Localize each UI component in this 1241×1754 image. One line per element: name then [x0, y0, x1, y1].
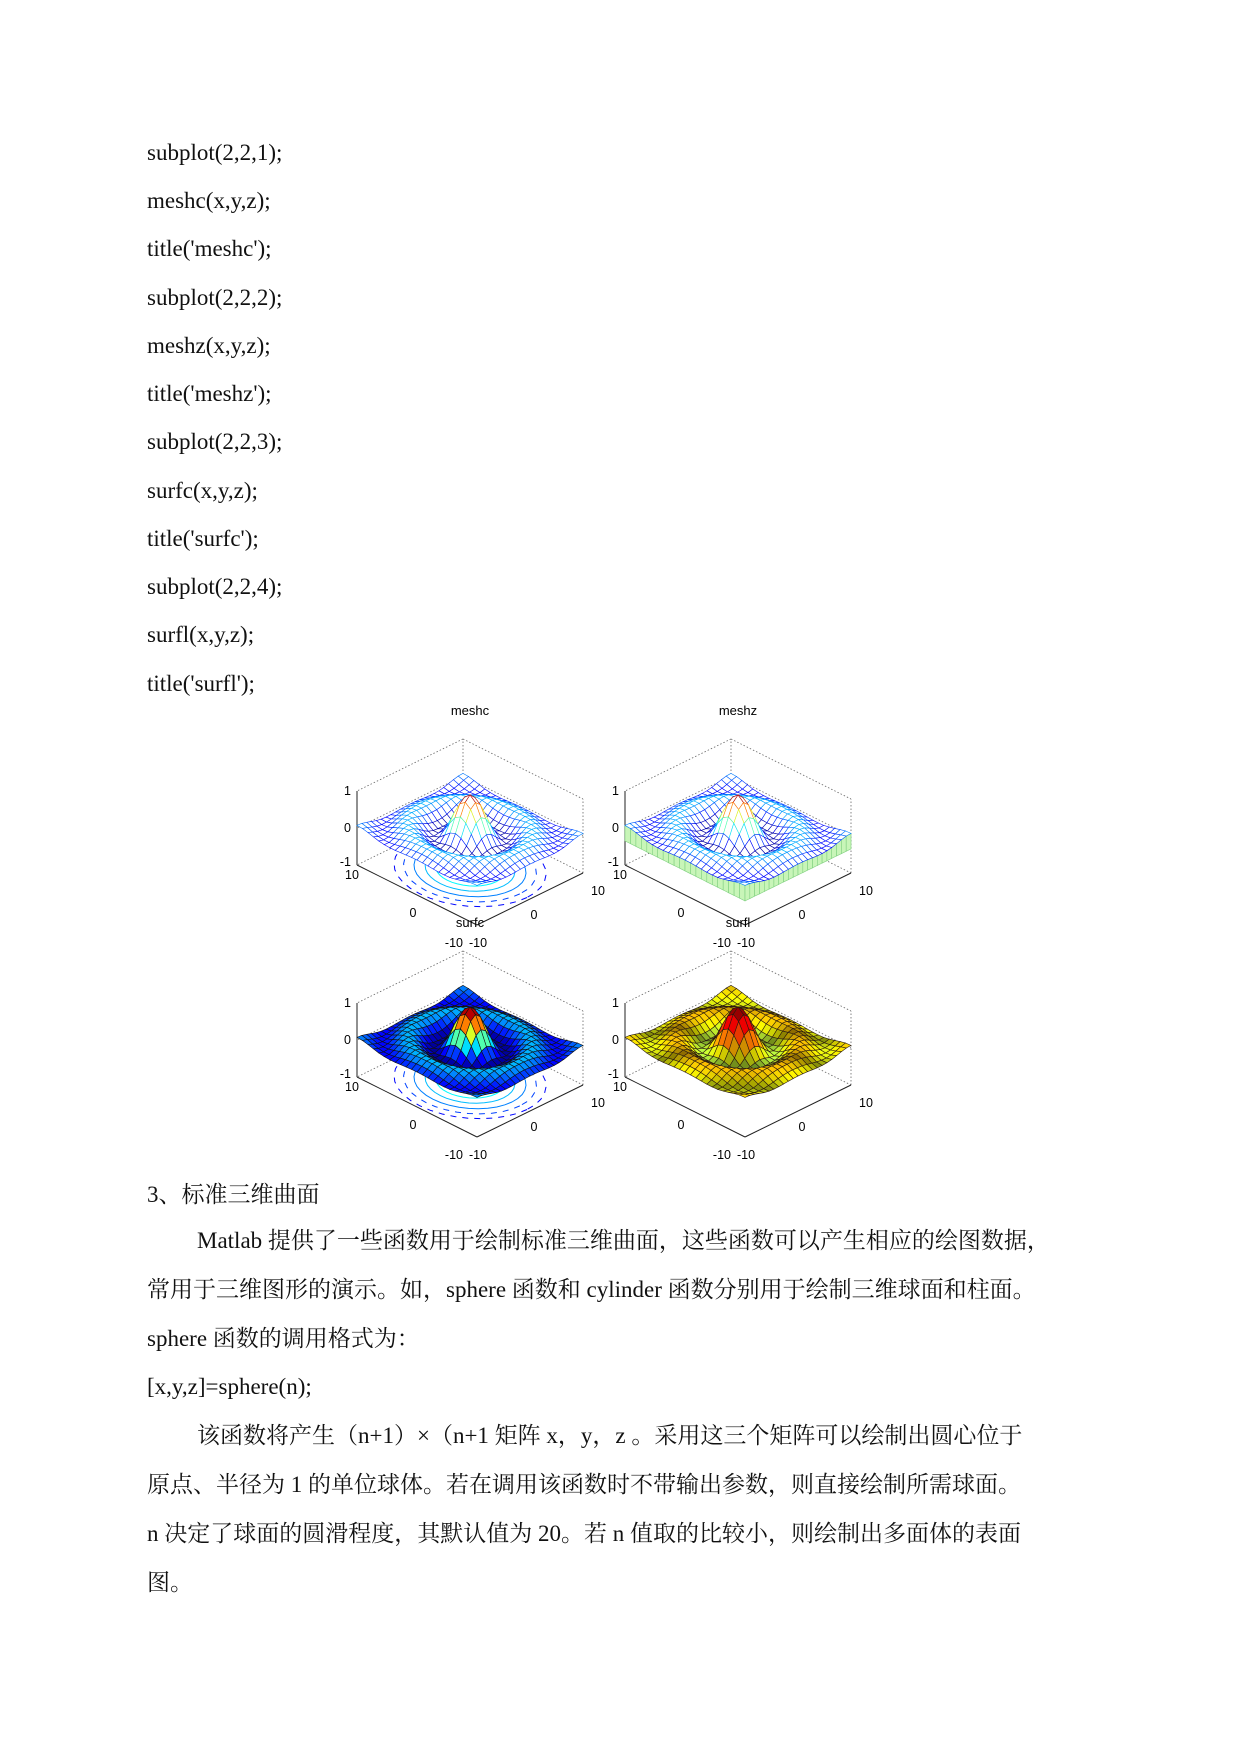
curtain-face [760, 881, 765, 894]
matlab-figure [339, 703, 890, 1162]
code-line: subplot(2,2,2); [147, 285, 283, 310]
tick-label: 0 [344, 1033, 351, 1047]
tick-label: -1 [339, 855, 351, 869]
tick-label: -1 [607, 855, 619, 869]
tick-label: -10 [444, 1148, 463, 1162]
tick-label: -1 [339, 1067, 351, 1081]
subplot-title: surfc [455, 915, 485, 930]
paragraph-line: 该函数将产生（n+1）×（n+1 矩阵 x，y，z 。采用这三个矩阵可以绘制出圆心位于 [197, 1423, 1023, 1448]
tick-label: -1 [607, 1067, 619, 1081]
curtain-face [755, 882, 760, 897]
subplot-meshc [340, 703, 605, 950]
tick-label: 1 [344, 996, 351, 1010]
tick-label: 0 [530, 908, 538, 922]
tick-label: 0 [409, 906, 417, 920]
code-line: meshz(x,y,z); [147, 333, 271, 358]
tick-label: 0 [612, 1033, 619, 1047]
tick-label: 0 [798, 1120, 806, 1134]
code-line: title('surfc'); [147, 526, 259, 551]
code-line: subplot(2,2,1); [147, 140, 283, 165]
curtain-face [764, 879, 769, 891]
curtain-face [723, 879, 728, 893]
tick-label: 10 [859, 884, 873, 898]
paragraph-line: Matlab 提供了一些函数用于绘制标准三维曲面，这些函数可以产生相应的绘图数据， [197, 1228, 1050, 1253]
code-line: title('meshc'); [147, 236, 272, 261]
tick-label: -10 [712, 936, 731, 950]
curtain-face [734, 882, 739, 899]
tick-label: -10 [737, 936, 756, 950]
code-line: surfc(x,y,z); [147, 478, 258, 503]
paragraph-line: 图。 [147, 1570, 193, 1595]
paragraph-line: n 决定了球面的圆滑程度，其默认值为 20。若 n 值取的比较小，则绘制出多面体的表面 [147, 1521, 1021, 1546]
tick-label: -10 [469, 1148, 488, 1162]
tick-label: 0 [344, 821, 351, 835]
tick-label: 0 [677, 906, 685, 920]
grid-line [357, 739, 463, 791]
paragraph-intro [147, 1216, 1122, 1363]
code-line: title('meshz'); [147, 381, 272, 406]
tick-label: 10 [613, 868, 627, 882]
tick-label: 10 [591, 884, 605, 898]
grid-line [357, 951, 463, 1003]
tick-label: 1 [612, 996, 619, 1010]
subplot-title: surfl [725, 915, 751, 930]
paragraph-line: sphere 函数的调用格式为： [147, 1326, 420, 1351]
tick-label: 10 [345, 1080, 359, 1094]
grid-line [625, 739, 731, 791]
sphere-syntax: [x,y,z]=sphere(n); [147, 1374, 312, 1399]
tick-label: -10 [712, 1148, 731, 1162]
tick-label: 10 [345, 868, 359, 882]
paragraph-sphere [147, 1411, 1122, 1607]
tick-label: 0 [612, 821, 619, 835]
curtain-face [740, 883, 746, 901]
subplot-surfc [340, 915, 605, 1162]
code-line: surfl(x,y,z); [147, 622, 255, 647]
tick-label: -10 [737, 1148, 756, 1162]
tick-label: 10 [859, 1096, 873, 1110]
section-heading: 3、标准三维曲面 [147, 1182, 320, 1207]
tick-label: -10 [444, 936, 463, 950]
tick-label: 0 [530, 1120, 538, 1134]
tick-label: 10 [613, 1080, 627, 1094]
grid-line [625, 951, 731, 1003]
curtain-face [745, 883, 750, 901]
tick-label: 0 [798, 908, 806, 922]
tick-label: 0 [677, 1118, 685, 1132]
tick-label: -10 [469, 936, 488, 950]
figure-canvas [339, 703, 890, 1162]
subplot-title: meshc [450, 703, 490, 718]
paragraph-line: 原点、半径为 1 的单位球体。若在调用该函数时不带输出参数，则直接绘制所需球面。 [147, 1472, 1021, 1497]
subplot-meshz [608, 703, 873, 950]
curtain-face [846, 833, 851, 851]
tick-label: 1 [344, 784, 351, 798]
code-line: subplot(2,2,4); [147, 574, 283, 599]
subplot-surfl [608, 915, 873, 1162]
tick-label: 10 [591, 1096, 605, 1110]
code-line: meshc(x,y,z); [147, 188, 271, 213]
tick-label: 1 [612, 784, 619, 798]
curtain-face [750, 882, 755, 898]
curtain-face [729, 880, 735, 895]
curtain-face [718, 877, 724, 890]
subplot-title: meshz [718, 703, 758, 718]
code-line: title('surfl'); [147, 671, 255, 696]
paragraph-line: 常用于三维图形的演示。如，sphere 函数和 cylinder 函数分别用于绘制三维球面和柱面。 [147, 1277, 1036, 1302]
tick-label: 0 [409, 1118, 417, 1132]
code-line: subplot(2,2,3); [147, 429, 283, 454]
